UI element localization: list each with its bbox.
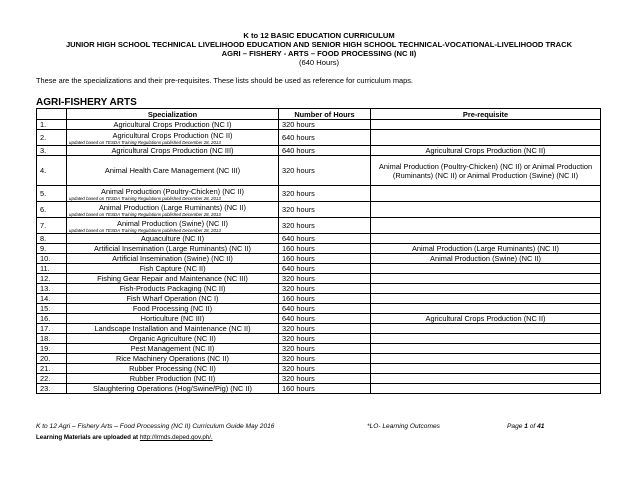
specializations-table <box>36 108 601 394</box>
specialization-cell <box>67 218 279 234</box>
specialization-name: Artificial Insemination (Large Ruminants) (NC II) <box>94 244 251 253</box>
specialization-cell <box>67 202 279 218</box>
specialization-name: Animal Production (Swine) (NC II) <box>117 218 228 228</box>
doc-title-line-3: AGRI – FISHERY - ARTS – FOOD PROCESSING (NC II) <box>221 49 417 58</box>
specialization-name: Fish-Products Packaging (NC II) <box>119 284 226 293</box>
table-row <box>37 354 601 364</box>
table-row <box>37 304 601 314</box>
header-num <box>37 109 67 120</box>
specialization-name: Horticulture (NC III) <box>140 314 205 323</box>
row-number: 4. <box>37 156 67 186</box>
row-number: 14. <box>37 294 67 304</box>
table-row <box>37 130 601 146</box>
row-number: 18. <box>37 334 67 344</box>
specialization-cell <box>67 374 279 384</box>
prerequisite-cell <box>371 294 601 304</box>
specialization-cell <box>67 254 279 264</box>
specialization-name: Rubber Production (NC II) <box>129 374 216 383</box>
prerequisite-cell <box>371 274 601 284</box>
specialization-name: Artificial Insemination (Swine) (NC II) <box>112 254 233 263</box>
row-number: 23. <box>37 384 67 394</box>
table-row <box>37 294 601 304</box>
table-row <box>37 374 601 384</box>
specialization-name: Fish Capture (NC II) <box>139 264 206 273</box>
prerequisite-cell <box>371 384 601 394</box>
row-number: 9. <box>37 244 67 254</box>
specialization-cell <box>67 146 279 156</box>
row-number: 19. <box>37 344 67 354</box>
specialization-name: Organic Agriculture (NC II) <box>129 334 216 343</box>
table-row <box>37 234 601 244</box>
hours-cell: 640 hours <box>279 264 371 274</box>
hours-cell: 320 hours <box>279 334 371 344</box>
specialization-name: Animal Production (Large Ruminants) (NC II) <box>98 202 247 212</box>
prerequisite-cell: Agricultural Crops Production (NC II) <box>371 146 601 156</box>
table-row <box>37 344 601 354</box>
row-number: 6. <box>37 202 67 218</box>
prerequisite-cell: Animal Production (Large Ruminants) (NC II) <box>371 244 601 254</box>
prerequisite-cell <box>371 120 601 130</box>
doc-hours-line: (640 Hours) <box>298 58 340 67</box>
table-row <box>37 364 601 374</box>
specialization-note: updated based on TESDA Training Regulations published December 28, 2013 <box>69 195 221 201</box>
specialization-cell <box>67 334 279 344</box>
row-number: 15. <box>37 304 67 314</box>
doc-title-line-2: JUNIOR HIGH SCHOOL TECHNICAL LIVELIHOOD EDUCATION AND SENIOR HIGH SCHOOL TECHNICAL-VOCATIONAL-LIVELIHOOD TRACK <box>65 40 573 49</box>
specialization-name: Rice Machinery Operations (NC II) <box>116 354 229 363</box>
hours-cell: 320 hours <box>279 218 371 234</box>
specialization-name: Rubber Processing (NC II) <box>129 364 216 373</box>
specialization-name: Food Processing (NC II) <box>132 304 213 313</box>
footer-upload-note <box>36 434 213 441</box>
specialization-cell <box>67 284 279 294</box>
prerequisite-cell <box>371 218 601 234</box>
specialization-cell <box>67 344 279 354</box>
intro-text: These are the specializations and their pre-requisites. These lists should be used as reference for curriculum maps. <box>36 76 413 85</box>
specialization-name: Agricultural Crops Production (NC III) <box>111 146 234 155</box>
hours-cell: 320 hours <box>279 284 371 294</box>
table-row <box>37 314 601 324</box>
hours-cell: 160 hours <box>279 244 371 254</box>
upload-link[interactable]: http://lrmds.deped.gov.ph/. <box>139 434 213 441</box>
doc-title-line-1: K to 12 BASIC EDUCATION CURRICULUM <box>243 31 395 40</box>
hours-cell: 640 hours <box>279 234 371 244</box>
prerequisite-cell <box>371 284 601 294</box>
specialization-cell <box>67 264 279 274</box>
prerequisite-cell <box>371 334 601 344</box>
specialization-name: Slaughtering Operations (Hog/Swine/Pig) (NC II) <box>93 384 252 393</box>
prerequisite-cell <box>371 234 601 244</box>
hours-cell: 320 hours <box>279 354 371 364</box>
specialization-name: Pest Management (NC II) <box>130 344 215 353</box>
row-number: 22. <box>37 374 67 384</box>
header-prerequisite: Pre-requisite <box>371 109 601 120</box>
specialization-cell <box>67 304 279 314</box>
specialization-name: Agricultural Crops Production (NC I) <box>113 120 232 129</box>
specialization-name: Animal Health Care Management (NC III) <box>104 166 241 175</box>
hours-cell: 320 hours <box>279 120 371 130</box>
hours-cell: 160 hours <box>279 384 371 394</box>
row-number: 3. <box>37 146 67 156</box>
prerequisite-cell: Animal Production (Poultry-Chicken) (NC II) or Animal Production (Ruminants) (NC II) or Animal Production (Swine) (NC II) <box>371 156 601 186</box>
page-prefix: Page <box>507 423 523 430</box>
section-title: AGRI-FISHERY ARTS <box>36 97 137 108</box>
row-number: 2. <box>37 130 67 146</box>
hours-cell: 640 hours <box>279 130 371 146</box>
table-row <box>37 384 601 394</box>
specialization-cell <box>67 384 279 394</box>
table-row <box>37 146 601 156</box>
specialization-cell <box>67 364 279 374</box>
prerequisite-cell <box>371 186 601 202</box>
footer-page-number <box>507 423 544 430</box>
footer-lo-note: *LO- Learning Outcomes <box>367 423 440 430</box>
specialization-cell <box>67 120 279 130</box>
specialization-cell <box>67 244 279 254</box>
row-number: 1. <box>37 120 67 130</box>
specialization-cell <box>67 324 279 334</box>
table-row <box>37 274 601 284</box>
specialization-name: Landscape Installation and Maintenance (NC II) <box>94 324 251 333</box>
hours-cell: 320 hours <box>279 324 371 334</box>
prerequisite-cell: Agricultural Crops Production (NC II) <box>371 314 601 324</box>
table-row <box>37 218 601 234</box>
table-row <box>37 264 601 274</box>
hours-cell: 320 hours <box>279 156 371 186</box>
specialization-cell <box>67 274 279 284</box>
hours-cell: 640 hours <box>279 146 371 156</box>
header-hours: Number of Hours <box>279 109 371 120</box>
table-row <box>37 254 601 264</box>
table-row <box>37 156 601 186</box>
row-number: 13. <box>37 284 67 294</box>
prerequisite-cell <box>371 264 601 274</box>
row-number: 12. <box>37 274 67 284</box>
table-row <box>37 186 601 202</box>
specialization-name: Fishing Gear Repair and Maintenance (NC III) <box>97 274 248 283</box>
page-of: of <box>529 423 536 430</box>
specialization-name: Animal Production (Poultry-Chicken) (NC II) <box>101 186 244 196</box>
page-current: 1 <box>524 423 528 430</box>
hours-cell: 640 hours <box>279 314 371 324</box>
specialization-cell <box>67 186 279 202</box>
prerequisite-cell <box>371 364 601 374</box>
prerequisite-cell <box>371 202 601 218</box>
prerequisite-cell: Animal Production (Swine) (NC II) <box>371 254 601 264</box>
row-number: 5. <box>37 186 67 202</box>
page-total: 41 <box>537 423 545 430</box>
upload-text: Learning Materials are uploaded at <box>36 434 139 441</box>
specialization-name: Agricultural Crops Production (NC II) <box>112 130 233 140</box>
table-row <box>37 202 601 218</box>
row-number: 16. <box>37 314 67 324</box>
prerequisite-cell <box>371 130 601 146</box>
specialization-note: updated based on TESDA Training Regulations published December 28, 2013 <box>69 211 221 217</box>
specialization-cell <box>67 354 279 364</box>
hours-cell: 160 hours <box>279 294 371 304</box>
hours-cell: 320 hours <box>279 202 371 218</box>
hours-cell: 640 hours <box>279 304 371 314</box>
hours-cell: 320 hours <box>279 374 371 384</box>
specialization-cell <box>67 130 279 146</box>
hours-cell: 320 hours <box>279 186 371 202</box>
table-row <box>37 324 601 334</box>
row-number: 7. <box>37 218 67 234</box>
specialization-name: Fish Wharf Operation (NC I) <box>126 294 219 303</box>
specialization-name: Aquaculture (NC II) <box>140 234 205 243</box>
header-specialization: Specialization <box>67 109 279 120</box>
hours-cell: 320 hours <box>279 274 371 284</box>
specialization-note: updated based on TESDA Training Regulations published December 28, 2013 <box>69 227 221 233</box>
footer-guide: K to 12 Agri – Fishery Arts – Food Processing (NC II) Curriculum Guide May 2016 <box>36 423 275 430</box>
specialization-note: updated based on TESDA Training Regulations published December 28, 2013 <box>69 139 221 145</box>
specialization-cell <box>67 314 279 324</box>
row-number: 11. <box>37 264 67 274</box>
prerequisite-cell <box>371 374 601 384</box>
prerequisite-cell <box>371 344 601 354</box>
row-number: 8. <box>37 234 67 244</box>
table-row <box>37 334 601 344</box>
row-number: 20. <box>37 354 67 364</box>
prerequisite-cell <box>371 324 601 334</box>
table-row <box>37 244 601 254</box>
table-row <box>37 284 601 294</box>
table-row <box>37 120 601 130</box>
hours-cell: 160 hours <box>279 254 371 264</box>
hours-cell: 320 hours <box>279 364 371 374</box>
row-number: 21. <box>37 364 67 374</box>
specialization-cell <box>67 234 279 244</box>
prerequisite-cell <box>371 354 601 364</box>
table-header-row <box>37 109 601 120</box>
prerequisite-cell <box>371 304 601 314</box>
row-number: 17. <box>37 324 67 334</box>
specialization-cell <box>67 294 279 304</box>
specialization-cell <box>67 156 279 186</box>
hours-cell: 320 hours <box>279 344 371 354</box>
row-number: 10. <box>37 254 67 264</box>
